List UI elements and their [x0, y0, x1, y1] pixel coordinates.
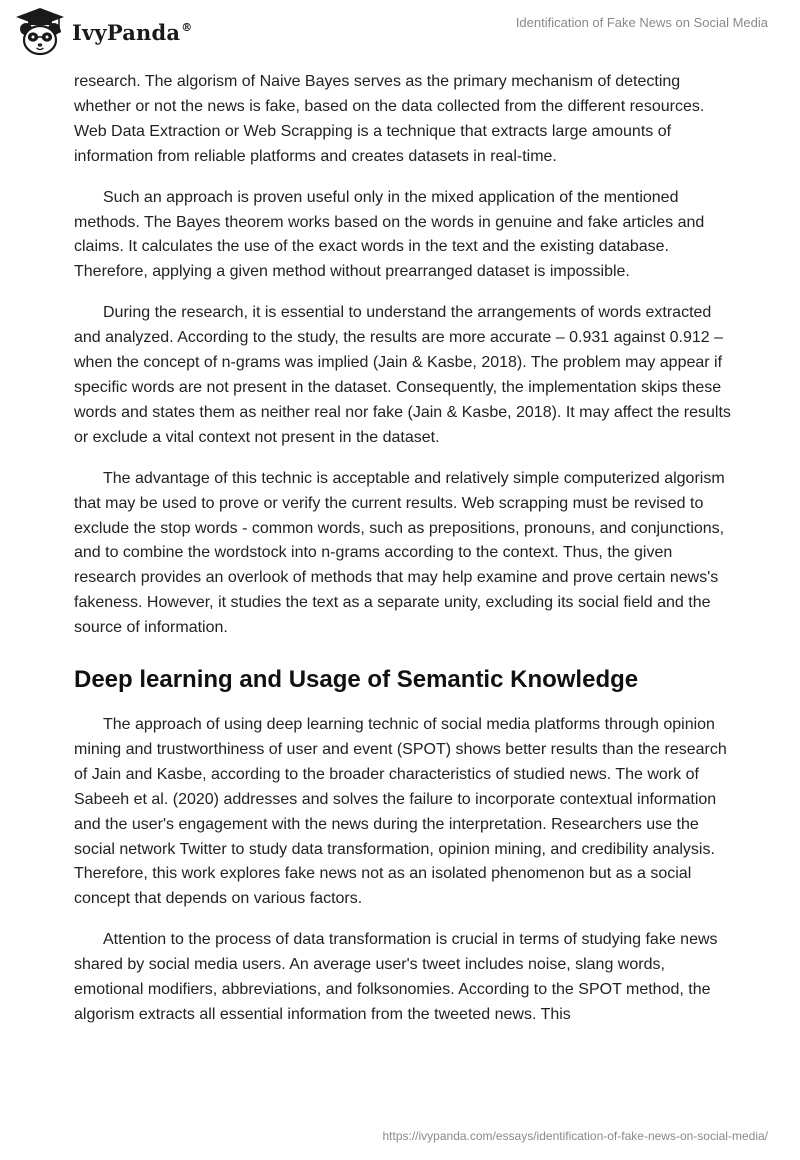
panda-graduate-icon [14, 6, 66, 58]
paragraph: The advantage of this technic is acceptable and relatively simple computerized algorism that may be used to prove or verify the current results. Web scrapping must be revised to exclude the stop words - common words, such as prepositions, pronouns, and conjunctions, and to combine the wordstock into n-grams according to the context. Thus, the given research provides an overlook of methods that may help examine and prove certain news's fakeness. However, it studies the text as a separate unity, excluding its social field and the source of information. [74, 469, 725, 637]
paragraph: Attention to the process of data transformation is crucial in terms of studying fake news shared by social media users. An average user's tweet includes noise, slang words, emotional modifiers, abbreviations, and folksonomies. According to the SPOT method, the algorism extracts all essential information from the tweeted news. This [74, 931, 718, 1023]
page-header [0, 0, 800, 66]
paragraph: The approach of using deep learning technic of social media platforms through opinion mining and trustworthiness of user and event (SPOT) shows better results than the research of Jain and Kasbe, according to the broader characteristics of studied news. The work of Sabeeh et al. (2020) addresses and solves the failure to incorporate contextual information and the user's engagement with the news during the interpretation. Researchers use the social network Twitter to study data transformation, opinion mining, and credibility analysis. Therefore, this work explores fake news not as an isolated phenomenon but as a social concept that depends on various factors. [74, 716, 727, 908]
paragraph: Such an approach is proven useful only in the mixed application of the mentioned methods. The Bayes theorem works based on the words in genuine and fake articles and claims. It calculates the use of the exact words in the text and the existing database. Therefore, applying a given method without prearranged dataset is impossible. [74, 188, 705, 281]
paragraph: research. The algorism of Naive Bayes serves as the primary mechanism of detecting whether or not the news is fake, based on the data collected from the different resources. Web Data Extraction or Web Scrapping is a technique that extracts large amounts of information from reliable platforms and creates datasets in real-time. [74, 73, 705, 165]
essay-body [74, 70, 734, 1044]
section-heading: Deep learning and Usage of Semantic Knowledge [74, 666, 639, 694]
logo-wordmark: IvyPanda® [72, 19, 193, 45]
source-url[interactable]: https://ivypanda.com/essays/identification-of-fake-news-on-social-media/ [382, 1129, 768, 1143]
document-title: Identification of Fake News on Social Media [515, 15, 768, 30]
ivypanda-logo[interactable] [14, 6, 192, 58]
paragraph: During the research, it is essential to understand the arrangements of words extracted and analyzed. According to the study, the results are more accurate – 0.931 against 0.912 – when the concept of n-grams was implied (Jain & Kasbe, 2018). The problem may appear if specific words are not present in the dataset. Consequently, the implementation skips these words and states them as neither real nor fake (Jain & Kasbe, 2018). It may affect the results or exclude a vital context not present in the dataset. [74, 304, 731, 446]
